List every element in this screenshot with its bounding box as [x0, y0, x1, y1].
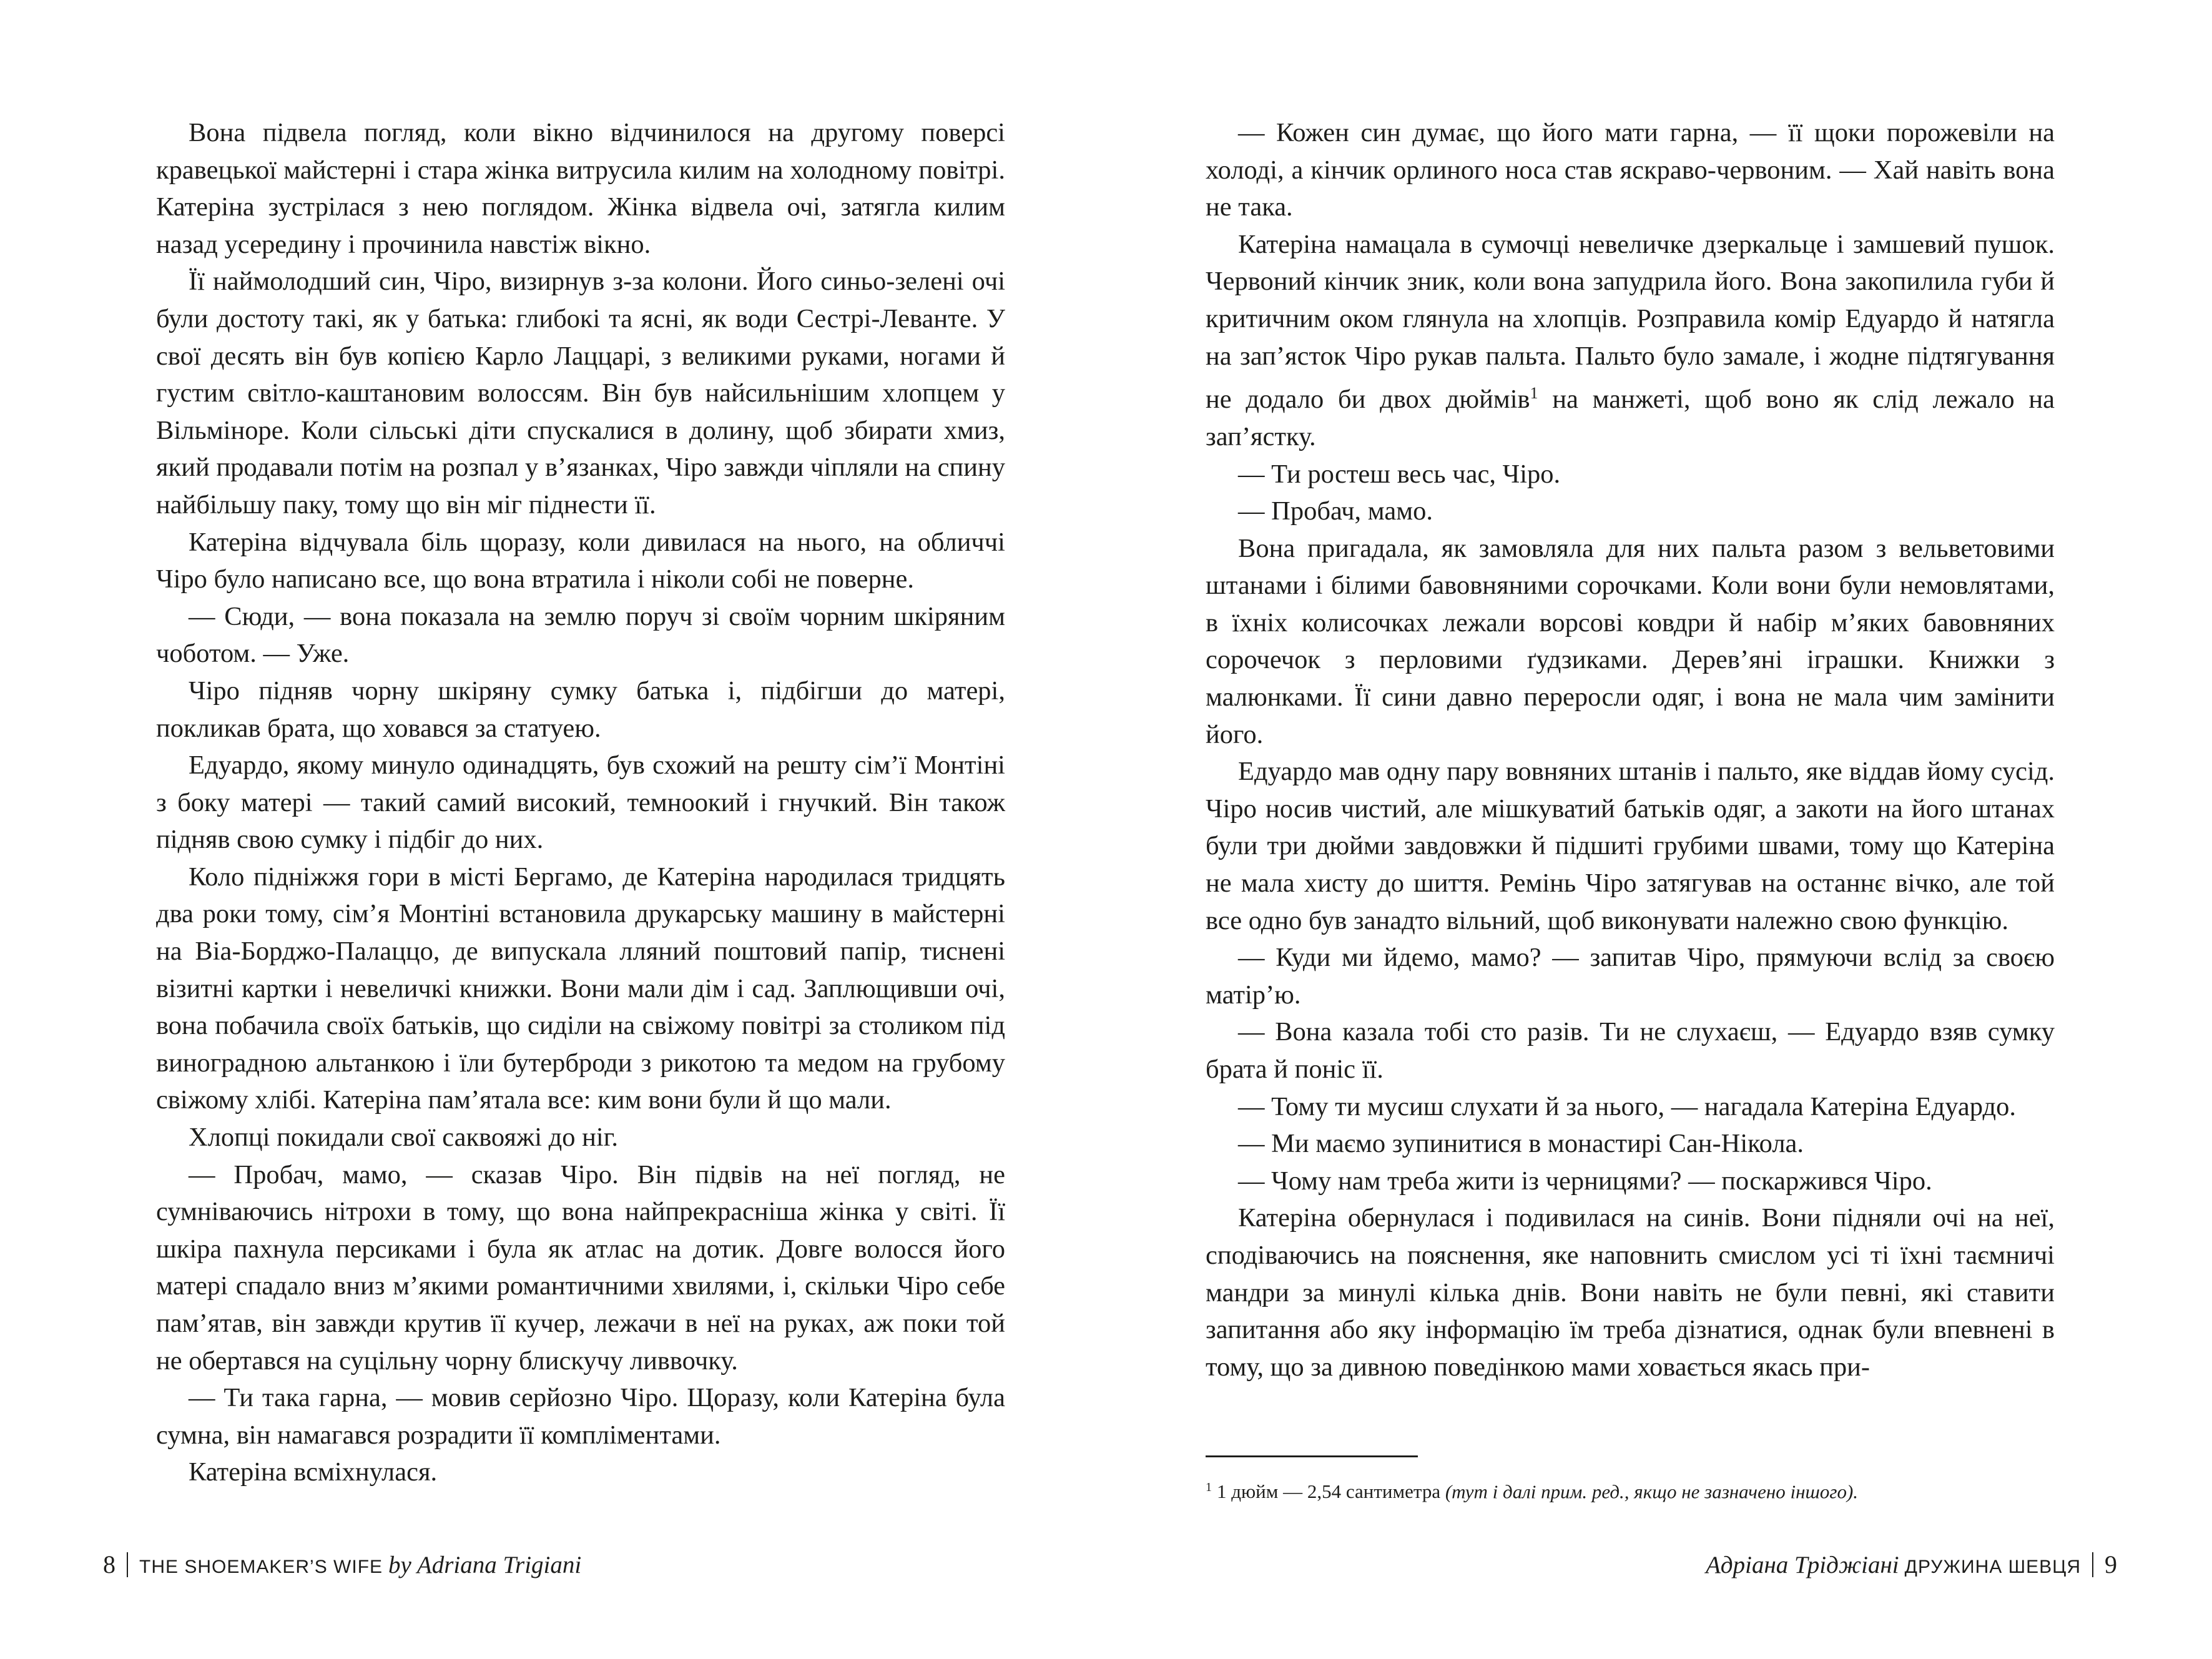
footer-divider	[2092, 1552, 2093, 1577]
paragraph: Катеріна всміхнулася.	[189, 1457, 438, 1487]
paragraph-text: Катеріна намацала в сумочці невеличке дзеркальце і замшевий пушок. Червоний кінчик зник, коли вона запудрила його. Вона закопилила губи й критичним оком глянула на хлопців. Розправила комір Едуардо й натягла на зап’ясток Чіро рукав пальта. Пальто було замале, і жодне підтягування не додало би двох дюймів	[1206, 229, 2055, 415]
author-name: by Adriana Trigiani	[388, 1552, 582, 1578]
paragraph: Хлопці покидали свої саквояжі до ніг.	[189, 1123, 618, 1153]
book-title: THE SHOEMAKER’S WIFE	[139, 1557, 383, 1577]
left-running-footer	[103, 1550, 581, 1582]
paragraph: Едуардо, якому минуло одинадцять, був схожий на решту сім’ї Монтіні з боку матері — такий самий високий, темноокий і гнучкий. Він також підняв свою сумку і підбіг до них.	[156, 751, 1005, 855]
paragraph: Її наймолодший син, Чіро, визирнув з-за колони. Його синьо-зелені очі були достоту такі, як у батька: глибокі та ясні, як води Сестрі-Леванте. У свої десять він був копією Карло Лаццарі, з великими руками, ногами й густим світло-каштановим волоссям. Він був найсильнішим хлопцем у Вільміноре. Коли сільські діти спускалися в долину, щоб збирати хмиз, який продавали потім на розпал у в’язанках, Чіро завжди чіпляли на спину найбільшу паку, тому що він міг піднести її.	[156, 267, 1005, 519]
right-page	[1106, 0, 2212, 1659]
paragraph: — Тому ти мусиш слухати й за нього, — нагадала Катеріна Едуардо.	[1238, 1091, 2016, 1121]
footnote-number: 1	[1206, 1480, 1212, 1494]
paragraph: Коло підніжжя гори в місті Бергамо, де Катеріна народилася тридцять два роки тому, сім’я Монтіні встановила друкарську машину в майстерні на Віа-Борджо-Палаццо, де випускала лляний поштовий папір, тиснені візитні картки і невеличкі книжки. Вони мали дім і сад. Заплющивши очі, вона побачила своїх батьків, що сиділи на свіжому повітрі за столиком під виноградною альтанкою і їли бутерброди з рикотою та медом на грубому свіжому хлібі. Катеріна пам’ятала все: ким вони були й що мали.	[156, 862, 1005, 1115]
page-number: 9	[2105, 1550, 2117, 1578]
right-body-text	[1206, 114, 2055, 1386]
footnote-divider	[1206, 1455, 1418, 1457]
paragraph	[1206, 226, 2055, 456]
paragraph: Едуардо мав одну пару вовняних штанів і пальто, яке віддав йому сусід. Чіро носив чистий, але мішкуватий батьків одяг, а закоти на його штанах були три дюйми завдовжки й підшиті грубими швами, тому що Катеріна не мала хисту до шиття. Ремінь Чіро затягував на останнє вічко, але той все одно був занадто вільний, щоб виконувати належно свою функцію.	[1206, 757, 2055, 935]
left-body-text	[156, 114, 1005, 1491]
paragraph: Вона підвела погляд, коли вікно відчинилося на другому поверсі кравецької майстерні і стара жінка витрусила килим на холодному повітрі. Катеріна зустрілася з нею поглядом. Жінка відвела очі, затягла килим назад усередину і прочинила навстіж вікно.	[156, 118, 1005, 259]
book-title: ДРУЖИНА ШЕВЦЯ	[1904, 1557, 2081, 1577]
paragraph: — Чому нам треба жити із черницями? — поскаржився Чіро.	[1238, 1166, 1932, 1196]
right-running-footer	[1706, 1550, 2117, 1582]
paragraph: — Пробач, мамо, — сказав Чіро. Він підвів на неї погляд, не сумніваючись нітрохи в тому, що вона найпрекрасніша жінка у світі. Її шкіра пахнула персиками і була як атлас на дотик. Довге волосся його матері спадало вниз м’якими романтичними хвилями, і, скільки Чіро себе пам’ятав, він завжди крутив її кучер, лежачи в неї на руках, аж поки той не обертався на суцільну чорну блискучу ливвочку.	[156, 1159, 1005, 1376]
paragraph: — Ти така гарна, — мовив серйозно Чіро. Щоразу, коли Катеріна була сумна, він намагався розрадити її компліментами.	[156, 1383, 1005, 1450]
paragraph: — Кожен син думає, що його мати гарна, — її щоки порожевіли на холоді, а кінчик орлиного носа став яскраво-червоним. — Хай навіть вона не така.	[1206, 118, 2055, 222]
footnote-reference[interactable]: 1	[1530, 384, 1538, 403]
paragraph: — Куди ми йдемо, мамо? — запитав Чіро, прямуючи вслід за своєю матір’ю.	[1206, 943, 2055, 1010]
footer-divider	[127, 1552, 128, 1577]
paragraph: — Сюди, — вона показала на землю поруч зі своїм чорним шкіряним чоботом. — Уже.	[156, 601, 1005, 669]
paragraph: Чіро підняв чорну шкіряну сумку батька і, підбігши до матері, покликав брата, що ховався за статуею.	[156, 676, 1005, 743]
paragraph: Вона пригадала, як замовляла для них пальта разом з вельветовими штанами і білими бавовняними сорочками. Коли вони були немовлятами, в їхніх колисочках лежали ворсові ковдри й набір м’яких бавовняних сорочечок з перловими ґудзиками. Дерев’яні іграшки. Книжки з малюнками. Її сини давно переросли одяг, і вона не мала чим замінити його.	[1206, 533, 2055, 749]
page-number: 8	[103, 1550, 116, 1578]
paragraph: — Ми маємо зупинитися в монастирі Сан-Нікола.	[1238, 1129, 1804, 1159]
footnote-italic-note: (тут і далі прим. ред., якщо не зазначено іншого).	[1445, 1480, 1859, 1503]
footnote	[1206, 1475, 2055, 1504]
author-name: Адріана Тріджіані	[1706, 1552, 1899, 1578]
paragraph: — Вона казала тобі сто разів. Ти не слухаєш, — Едуардо взяв сумку брата й поніс її.	[1206, 1017, 2055, 1084]
paragraph: — Ти ростеш весь час, Чіро.	[1238, 459, 1561, 489]
paragraph: Катеріна обернулася і подивилася на синів. Вони підняли очі на неї, сподіваючись на пояснення, яке наповнить смислом усі ті їхні таємничі мандри за минулі кілька днів. Вони навіть не були певні, які ставити запитання або яку інформацію їм треба дізнатися, однак були впевнені в тому, що за дивною поведінкою мами ховається якась при-	[1206, 1203, 2055, 1382]
paragraph: Катеріна відчувала біль щоразу, коли дивилася на нього, на обличчі Чіро було написано все, що вона втратила і ніколи собі не поверне.	[156, 527, 1005, 594]
paragraph-text-continued: на манжеті, щоб воно як слід лежало на зап’ястку.	[1206, 385, 2055, 451]
footnote-text: 1 дюйм — 2,54 сантиметра	[1217, 1480, 1441, 1503]
paragraph: — Пробач, мамо.	[1238, 496, 1433, 526]
